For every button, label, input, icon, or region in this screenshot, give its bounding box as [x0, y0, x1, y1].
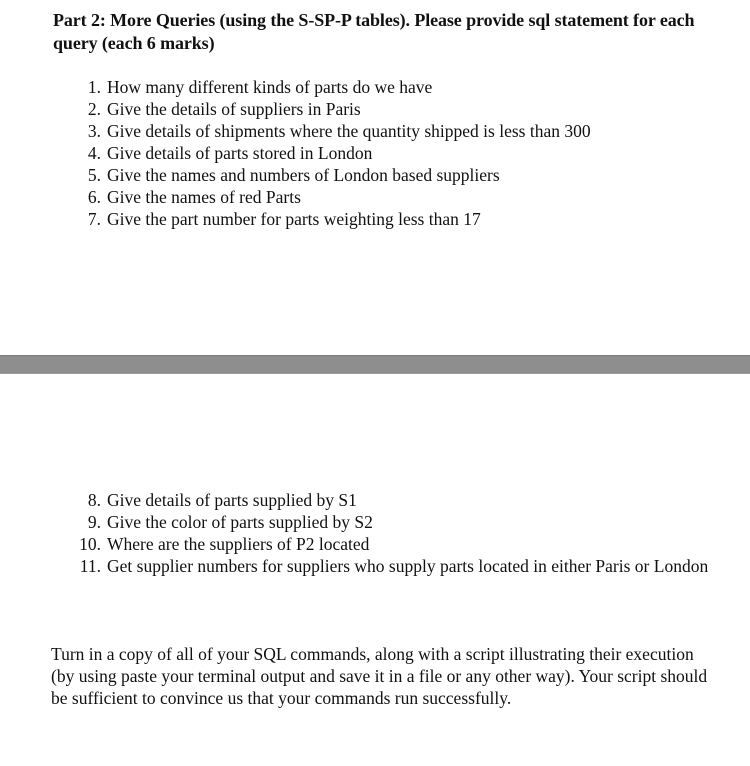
query-number: 7.	[87, 209, 101, 229]
query-text: Give details of parts supplied by S1	[107, 490, 357, 510]
query-text: Give the details of suppliers in Paris	[107, 99, 361, 119]
query-item-2	[51, 98, 711, 120]
query-text: Give the part number for parts weighting less than 17	[107, 209, 481, 229]
query-item-11	[51, 555, 711, 577]
query-text: How many different kinds of parts do we have	[107, 77, 433, 97]
query-number: 4.	[87, 143, 101, 163]
query-item-1	[51, 76, 711, 98]
query-text: Give the names of red Parts	[107, 187, 301, 207]
query-number: 11.	[79, 556, 101, 576]
query-text: Give details of shipments where the quantity shipped is less than 300	[107, 121, 591, 141]
query-item-8	[51, 489, 711, 511]
query-text: Where are the suppliers of P2 located	[107, 534, 370, 554]
document-page-top	[0, 0, 750, 355]
query-item-9	[51, 511, 711, 533]
query-number: 10.	[79, 534, 101, 554]
query-text: Give the color of parts supplied by S2	[107, 512, 373, 532]
query-item-10	[51, 533, 711, 555]
page-break-divider	[0, 355, 750, 374]
query-item-7	[51, 208, 711, 230]
query-number: 5.	[87, 165, 101, 185]
query-item-3	[51, 120, 711, 142]
query-item-6	[51, 186, 711, 208]
query-item-4	[51, 142, 711, 164]
submission-instructions: Turn in a copy of all of your SQL commands, along with a script illustrating their execution (by using paste your terminal output and save it in a file or any other way). Your script should be sufficient to convince us that your commands run successfully.	[51, 644, 708, 708]
query-number: 2.	[87, 99, 101, 119]
query-text: Give the names and numbers of London based suppliers	[107, 165, 500, 185]
query-number: 1.	[87, 77, 101, 97]
query-number: 6.	[87, 187, 101, 207]
query-number: 9.	[87, 512, 101, 532]
query-text: Get supplier numbers for suppliers who supply parts located in either Paris or London	[107, 556, 709, 576]
query-number: 8.	[87, 490, 101, 510]
query-list-first	[51, 76, 711, 230]
query-text: Give details of parts stored in London	[107, 143, 373, 163]
part-2-heading: Part 2: More Queries (using the S-SP-P tables). Please provide sql statement for each query (each 6 marks)	[53, 10, 695, 53]
query-item-5	[51, 164, 711, 186]
query-list-second	[51, 489, 711, 577]
query-number: 3.	[87, 121, 101, 141]
